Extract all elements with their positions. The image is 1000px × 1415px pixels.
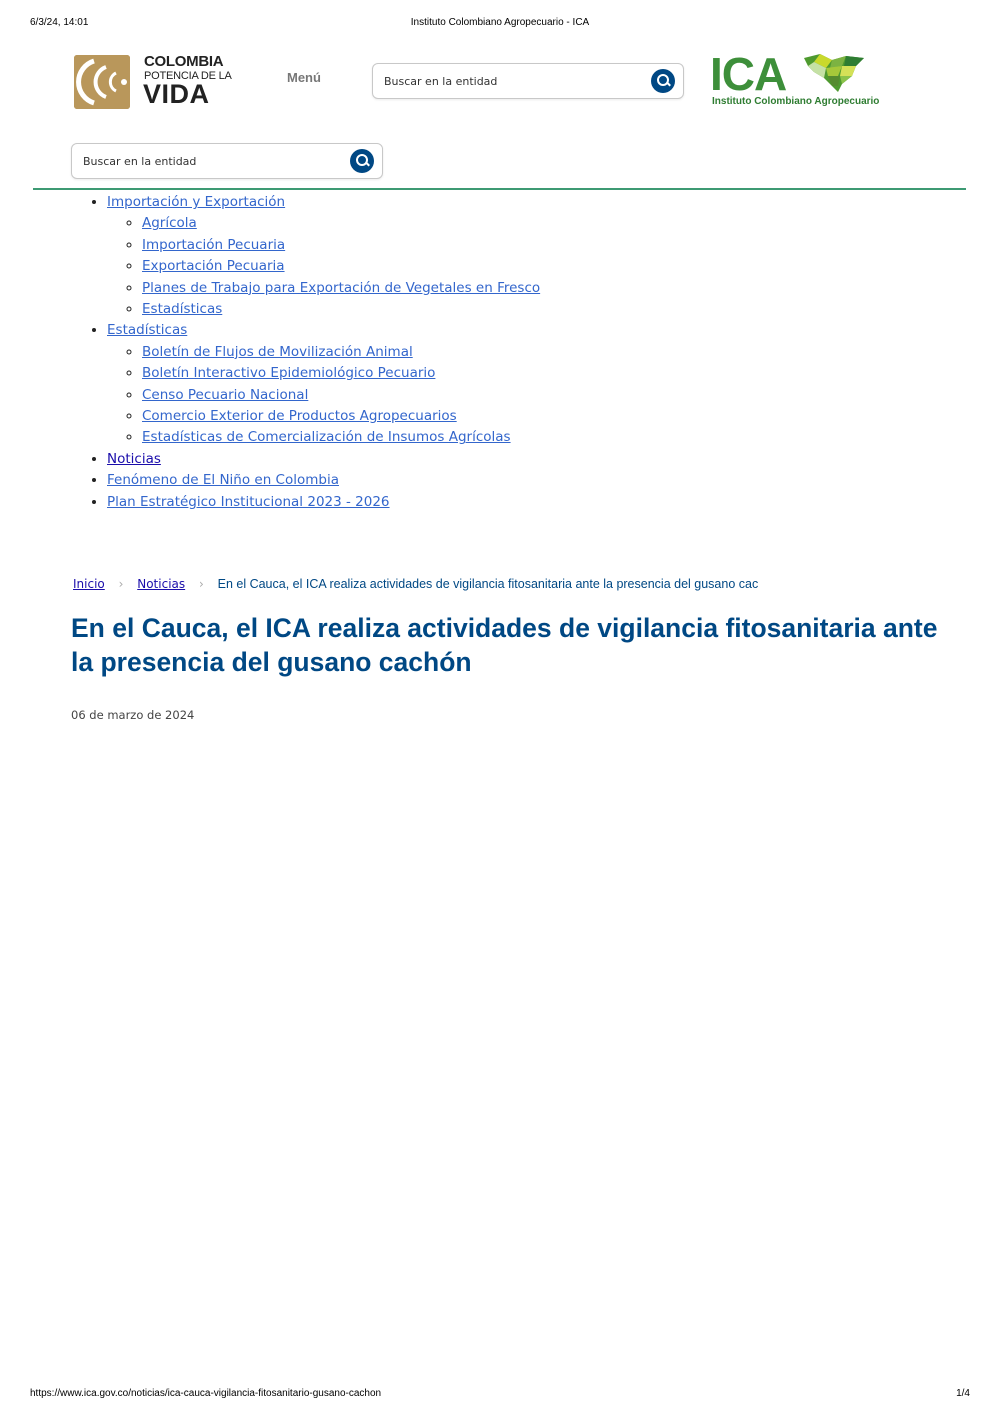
nav-subitem — [142, 299, 540, 320]
nav-link-comercio-exterior[interactable]: Comercio Exterior de Productos Agropecuarios — [142, 408, 457, 425]
nav-link-plan[interactable]: Plan Estratégico Institucional 2023 - 2026 — [107, 493, 390, 510]
gov-logo-line1: COLOMBIA — [144, 53, 224, 70]
nav-item-estadisticas — [107, 320, 540, 448]
colombia-emblem-icon — [74, 55, 130, 109]
main-nav — [71, 192, 540, 513]
nav-submenu-estadisticas — [107, 342, 540, 449]
secondary-search-button[interactable] — [350, 149, 374, 173]
colombia-potencia-vida-logo[interactable] — [74, 53, 234, 109]
nav-subitem — [142, 256, 540, 277]
gov-logo-line3: VIDA — [143, 79, 210, 109]
nav-link-importacion[interactable]: Importación y Exportación — [107, 194, 286, 210]
nav-link-planes-trabajo[interactable]: Planes de Trabajo para Exportación de Vegetales en Fresco — [142, 279, 541, 296]
nav-subitem — [142, 342, 540, 363]
nav-subitem — [142, 363, 540, 384]
nav-link-boletin-flujos[interactable]: Boletín de Flujos de Movilización Animal — [142, 343, 413, 360]
breadcrumb — [73, 577, 973, 591]
nav-link-comercializacion-insumos[interactable]: Estadísticas de Comercialización de Insumos Agrícolas — [142, 429, 511, 446]
page-title: En el Cauca, el ICA realiza actividades de vigilancia fitosanitaria ante la presencia del gusano cachón — [71, 613, 938, 677]
nav-item-importacion — [107, 192, 540, 320]
print-page-number: 1/4 — [956, 1388, 970, 1399]
nav-subitem — [142, 278, 540, 299]
nav-subitem — [142, 213, 540, 234]
header-search — [372, 63, 684, 99]
nav-subitem — [142, 406, 540, 427]
nav-item-nino — [107, 470, 540, 491]
print-url: https://www.ica.gov.co/noticias/ica-cauca-vigilancia-fitosanitario-gusano-cachon — [30, 1388, 382, 1399]
nav-subitem — [142, 427, 540, 448]
print-datetime: 6/3/24, 14:01 — [30, 17, 89, 28]
breadcrumb-noticias[interactable]: Noticias — [137, 577, 186, 591]
gov-logo-line2: POTENCIA DE LA — [144, 70, 232, 82]
article-date: 06 de marzo de 2024 — [71, 708, 195, 722]
ica-logo-letters: ICA — [710, 48, 787, 100]
chevron-right-icon: › — [198, 577, 204, 591]
nav-link-estadisticas[interactable]: Estadísticas — [107, 322, 188, 339]
header-divider — [33, 188, 966, 190]
nav-item-noticias — [107, 449, 540, 470]
nav-link-boletin-epidemiologico[interactable]: Boletín Interactivo Epidemiológico Pecuario — [142, 365, 436, 382]
nav-link-importacion-pecuaria[interactable]: Importación Pecuaria — [142, 236, 286, 253]
nav-subitem — [142, 385, 540, 406]
nav-link-agricola[interactable]: Agrícola — [142, 215, 197, 232]
menu-button[interactable]: Menú — [287, 70, 321, 85]
nav-item-plan — [107, 492, 540, 513]
breadcrumb-current: En el Cauca, el ICA realiza actividades de vigilancia fitosanitaria ante la presencia del gusano cac — [217, 577, 759, 591]
chevron-right-icon: › — [118, 577, 124, 591]
breadcrumb-home[interactable]: Inicio — [73, 577, 105, 591]
print-page-title: Instituto Colombiano Agropecuario - ICA — [410, 17, 590, 28]
nav-link-estadisticas-importacion[interactable]: Estadísticas — [142, 301, 223, 318]
ica-logo[interactable] — [710, 48, 880, 112]
header-search-button[interactable] — [651, 69, 675, 93]
ica-logo-subtitle: Instituto Colombiano Agropecuario — [712, 96, 880, 107]
nav-link-censo-pecuario[interactable]: Censo Pecuario Nacional — [142, 386, 309, 403]
colombia-map-icon — [802, 54, 866, 92]
secondary-search-input[interactable] — [83, 144, 323, 178]
nav-link-noticias[interactable]: Noticias — [107, 450, 161, 467]
nav-submenu-importacion — [107, 213, 540, 320]
nav-link-nino[interactable]: Fenómeno de El Niño en Colombia — [107, 472, 339, 489]
secondary-search — [71, 143, 383, 179]
header-search-input[interactable] — [384, 64, 624, 98]
nav-link-exportacion-pecuaria[interactable]: Exportación Pecuaria — [142, 258, 285, 275]
nav-subitem — [142, 235, 540, 256]
